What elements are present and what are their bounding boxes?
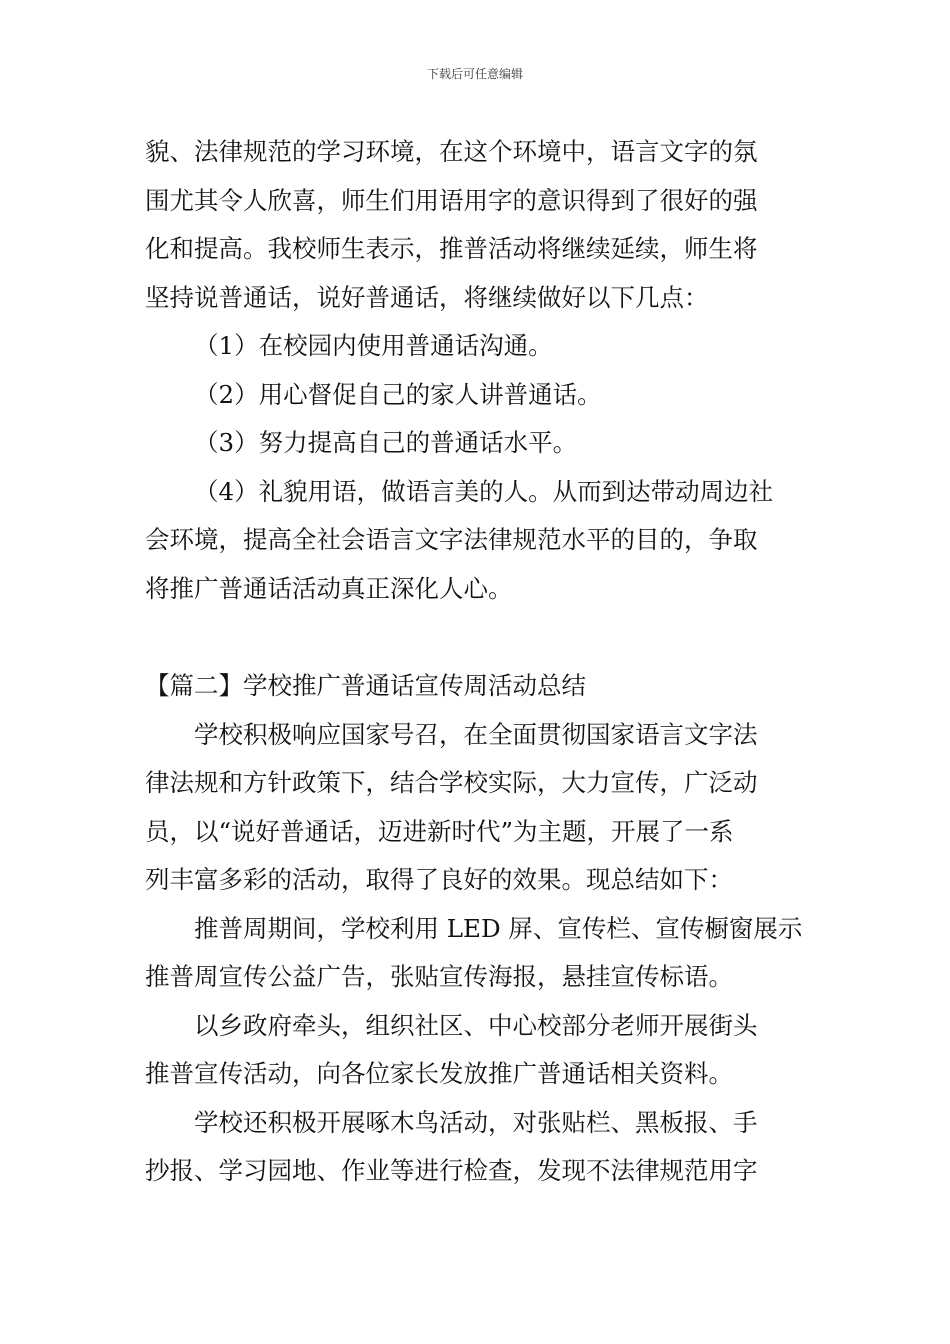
paragraph-1 [145,128,810,322]
list-item-text: （4）礼貌用语，做语言美的人。从而到达带动周边社 [194,476,774,506]
section-title [145,662,810,711]
text-line: 推普周期间，学校利用 LED 屏、宣传栏、宣传橱窗展示 [194,913,803,943]
text-line: 律法规和方针政策下，结合学校实际，大力宣传，广泛动 [145,768,758,797]
section-spacer [145,613,810,662]
section-title-text: 【篇二】学校推广普通话宣传周活动总结 [145,671,586,700]
text-line: 员，以“说好普通话，迈进新时代”为主题，开展了一系 [145,816,734,846]
list-item-1 [145,322,810,371]
paragraph-4 [145,1002,810,1099]
text-line: 坚持说普通话，说好普通话，将继续做好以下几点： [145,282,709,312]
list-item-2 [145,371,810,420]
list-item-text: （3）努力提高自己的普通话水平。 [194,428,578,457]
text-line: 学校积极响应国家号召，在全面贯彻国家语言文字法 [194,719,758,749]
text-line: 学校还积极开展啄木鸟活动，对张贴栏、黑板报、手 [194,1107,758,1137]
text-line: 推普周宣传公益广告，张贴宣传海报，悬挂宣传标语。 [145,962,733,991]
paragraph-2 [145,711,810,905]
text-line: 推普宣传活动，向各位家长发放推广普通话相关资料。 [145,1059,733,1088]
text-line: 以乡政府牵头，组织社区、中心校部分老师开展街头 [194,1010,758,1040]
list-item-text: （1）在校园内使用普通话沟通。 [194,331,553,360]
text-line: 围尤其令人欣喜，师生们用语用字的意识得到了很好的强 [145,185,758,215]
text-line: 会环境，提高全社会语言文字法律规范水平的目的，争取 [145,525,758,554]
page-header: 下载后可任意编辑 [426,67,523,81]
list-item-3 [145,419,810,468]
list-item-text: （2）用心督促自己的家人讲普通话。 [194,379,602,409]
list-item-4 [145,468,810,614]
text-line: 将推广普通话活动真正深化人心。 [145,573,513,603]
paragraph-5 [145,1099,810,1196]
text-line: 列丰富多彩的活动，取得了良好的效果。现总结如下： [145,865,733,894]
document-body [145,128,810,1196]
text-line: 抄报、学习园地、作业等进行检查，发现不法律规范用字 [145,1156,758,1185]
paragraph-3 [145,905,810,1002]
text-line: 貌、法律规范的学习环境，在这个环境中，语言文字的氛 [145,137,758,166]
text-line: 化和提高。我校师生表示，推普活动将继续延续，师生将 [145,234,758,263]
